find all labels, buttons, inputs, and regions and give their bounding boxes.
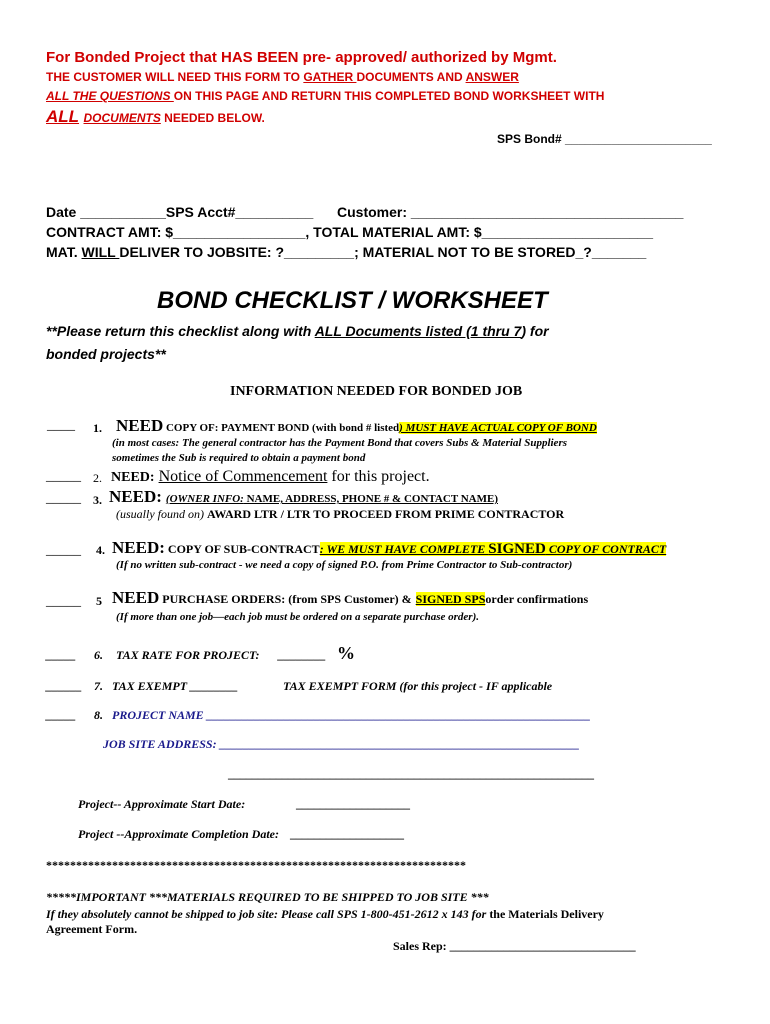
header-line-2-d: ANSWER <box>465 70 519 84</box>
item-4-hl-c: COPY OF CONTRACT <box>545 542 667 556</box>
item-1-text <box>116 416 597 436</box>
item-1-number: 1. <box>93 421 102 435</box>
item-3-note <box>116 507 564 522</box>
item-4-checkbox[interactable]: _____ <box>46 543 81 558</box>
header-line-2-b: GATHER <box>303 70 357 84</box>
item-4-desc: COPY OF SUB-CONTRACT <box>164 542 320 556</box>
subtitle-line-1 <box>46 323 549 339</box>
item-4-hl-a: : WE MUST HAVE COMPLETE <box>319 542 489 556</box>
item-6-percent: % <box>337 643 355 663</box>
header-line-3-b: ON THIS PAGE AND RETURN THIS COMPLETED BOND WORKSHEET WITH <box>173 89 605 103</box>
delivery-field[interactable] <box>46 244 646 260</box>
item-5-number: 5 <box>96 594 102 608</box>
subtitle-line-2: bonded projects** <box>46 346 166 362</box>
item-7-tax-exempt-field[interactable]: TAX EXEMPT ________ <box>112 679 239 693</box>
delivery-note-line-2: Agreement Form. <box>46 922 138 936</box>
subtitle-c: ) for <box>521 323 549 339</box>
contract-amount-field[interactable]: CONTRACT AMT: $_________________, TOTAL MATERIAL AMT: $______________________ <box>46 224 653 240</box>
item-3-owner-details: NAME, ADDRESS, PHONE # & CONTACT NAME) <box>243 493 498 505</box>
header-line-4-rest: NEEDED BELOW. <box>160 111 265 125</box>
completion-date-field[interactable]: ___________________ <box>290 827 404 841</box>
section-heading: INFORMATION NEEDED FOR BONDED JOB <box>230 384 523 399</box>
item-8-number: 8. <box>94 708 103 722</box>
item-5-rest: order confirmations <box>485 592 589 606</box>
item-5-checkbox[interactable]: _____ <box>46 594 81 609</box>
job-site-address-field[interactable]: JOB SITE ADDRESS: ____________________________________________________________ <box>103 737 580 751</box>
item-1-checkbox[interactable]: ____ <box>47 418 75 433</box>
item-2-need: NEED: <box>111 470 155 485</box>
page-title: BOND CHECKLIST / WORKSHEET <box>157 287 548 314</box>
item-4-text <box>112 538 666 558</box>
header-line-2-a: THE CUSTOMER WILL NEED THIS FORM TO <box>46 70 304 84</box>
item-1-note-1: (in most cases: The general contractor has the Payment Bond that covers Subs & Material Suppliers <box>112 437 568 449</box>
item-2-notice-link: Notice of Commencement <box>158 468 328 485</box>
item-5-desc: PURCHASE ORDERS: (from SPS Customer) & <box>159 592 412 606</box>
header-line-4 <box>46 107 265 127</box>
item-6-checkbox[interactable]: _____ <box>46 648 76 662</box>
item-5-note: (If more than one job—each job must be ordered on a separate purchase order). <box>116 611 479 623</box>
completion-date-label: Project --Approximate Completion Date: <box>78 827 279 841</box>
important-note: *****IMPORTANT ***MATERIALS REQUIRED TO BE SHIPPED TO JOB SITE *** <box>46 890 489 904</box>
delivery-rest: DELIVER TO JOBSITE: ?_________; MATERIAL NOT TO BE STORED_?_______ <box>119 244 647 260</box>
start-date-label: Project-- Approximate Start Date: <box>78 797 246 811</box>
item-1-need: NEED <box>116 416 164 435</box>
header-line-3-a: ALL THE QUESTIONS <box>46 89 174 103</box>
item-3-number: 3. <box>93 493 102 507</box>
item-7-checkbox[interactable]: ______ <box>46 679 82 693</box>
sales-rep-field[interactable]: Sales Rep: _______________________________ <box>393 939 636 953</box>
item-3-owner-info: (OWNER INFO: <box>165 493 244 505</box>
item-3-need: NEED: <box>109 487 162 506</box>
item-4-number: 4. <box>96 543 105 557</box>
item-3-note-b: AWARD LTR / LTR TO PROCEED FROM PRIME CONTRACTOR <box>207 507 565 521</box>
item-6-number: 6. <box>94 648 103 662</box>
delivery-mat: MAT. <box>46 244 82 260</box>
header-line-4-all: ALL <box>46 107 80 126</box>
item-1-highlight: ) MUST HAVE ACTUAL COPY OF BOND <box>399 422 597 434</box>
subtitle-a: **Please return this checklist along with <box>46 323 315 339</box>
delivery-note-b: the Materials Delivery <box>486 907 604 921</box>
item-2-text <box>111 468 430 486</box>
item-6-tax-rate-field[interactable]: ________ <box>278 648 326 662</box>
header-line-4-documents: DOCUMENTS <box>83 111 161 125</box>
header-line-2-c: DOCUMENTS AND <box>356 70 466 84</box>
delivery-note-a: If they absolutely cannot be shipped to job site: Please call SPS 1-800-451-2612 x 143 for <box>46 907 487 921</box>
header-line-2 <box>46 70 519 84</box>
item-7-tax-exempt-form: TAX EXEMPT FORM (for this project - IF applicable <box>283 679 553 693</box>
item-5-highlight: SIGNED SPS <box>415 592 486 606</box>
item-4-note: (If no written sub-contract - we need a copy of signed P.O. from Prime Contractor to Sub-contractor) <box>116 559 573 571</box>
item-4-hl-signed: SIGNED <box>488 541 546 557</box>
item-2-number: 2. <box>93 471 102 485</box>
customer-field[interactable]: Customer: ___________________________________ <box>337 204 684 220</box>
project-name-field[interactable]: PROJECT NAME ________________________________________________________________ <box>112 708 591 722</box>
item-8-checkbox[interactable]: _____ <box>46 708 76 722</box>
item-4-need: NEED: <box>112 538 165 557</box>
start-date-field[interactable]: ___________________ <box>296 797 410 811</box>
item-3-note-a: (usually found on) <box>116 507 204 521</box>
header-line-3 <box>46 89 604 103</box>
item-7-number: 7. <box>94 679 103 693</box>
item-1-note-2: sometimes the Sub is required to obtain a payment bond <box>112 452 366 464</box>
header-line-1: For Bonded Project that HAS BEEN pre- approved/ authorized by Mgmt. <box>46 49 557 66</box>
item-5-need: NEED <box>112 588 160 607</box>
delivery-note <box>46 907 604 922</box>
item-6-label: TAX RATE FOR PROJECT: <box>116 648 260 662</box>
sps-bond-field[interactable]: SPS Bond# ______________________ <box>497 132 712 146</box>
delivery-will: WILL <box>81 244 120 260</box>
item-3-text <box>109 487 498 507</box>
item-1-desc: COPY OF: PAYMENT BOND (with bond # listed <box>163 422 400 434</box>
item-2-rest: for this project. <box>331 468 430 485</box>
item-5-text <box>112 588 588 608</box>
item-2-checkbox[interactable]: _____ <box>46 469 81 484</box>
divider-stars: ********************************************************************** <box>46 858 466 872</box>
subtitle-b: ALL Documents listed (1 thru 7 <box>314 323 522 339</box>
item-3-checkbox[interactable]: _____ <box>46 491 81 506</box>
job-site-address-line-2[interactable]: _____________________________________________________________ <box>228 767 594 781</box>
date-acct-field[interactable]: Date ___________SPS Acct#__________ <box>46 204 314 220</box>
